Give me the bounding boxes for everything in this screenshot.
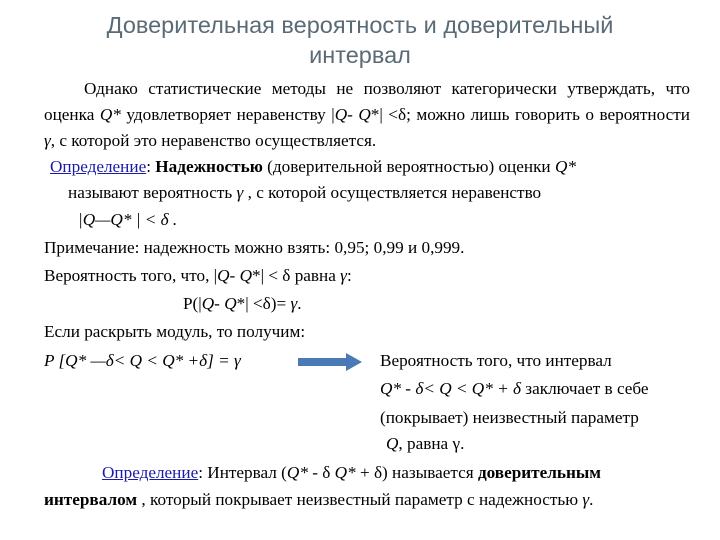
right-text-line-1: Вероятность того, что интервал bbox=[380, 351, 612, 370]
right-arrow-icon bbox=[296, 351, 366, 373]
term-interval: интервалом bbox=[44, 490, 138, 509]
formula-text: *| <δ)= bbox=[236, 294, 291, 313]
var-q: Q bbox=[334, 105, 348, 124]
definition-1-line-2 bbox=[68, 180, 541, 206]
formula-text: P(| bbox=[183, 294, 202, 313]
modulus-line: Если раскрыть модуль, то получим: bbox=[44, 322, 306, 341]
var-q: Q* bbox=[334, 463, 356, 482]
interval-expression: Q* - δ< Q < Q* + δ bbox=[380, 379, 521, 398]
title-line-1: Доверительная вероятность и доверительный bbox=[106, 12, 614, 38]
var-q: Q bbox=[386, 434, 399, 453]
intro-text-1: Однако статистические методы не позволяют категорически утверждать, что оценка bbox=[44, 79, 690, 124]
definition-text: - δ bbox=[307, 463, 335, 482]
probability-line bbox=[44, 263, 352, 289]
var-gamma: γ bbox=[290, 294, 298, 313]
var-gamma: γ bbox=[44, 131, 51, 150]
definition-2-line-1 bbox=[102, 460, 601, 486]
var-q: Q bbox=[239, 266, 252, 285]
var-q: Q* bbox=[99, 105, 121, 124]
definition-text: + δ) называется bbox=[355, 463, 478, 482]
definition-1-line-1 bbox=[50, 154, 576, 180]
prob-text: Вероятность того, что, | bbox=[44, 266, 218, 285]
definition-text: . bbox=[589, 490, 594, 509]
intro-paragraph bbox=[44, 76, 690, 154]
right-text-line-2 bbox=[380, 376, 649, 402]
prob-text: : bbox=[346, 266, 352, 285]
var-q: Q bbox=[217, 266, 230, 285]
definition-text: , с которой осуществляется неравенство bbox=[243, 183, 542, 202]
var-gamma: γ bbox=[236, 183, 244, 202]
definition-1-inequality: |Q—Q* | < δ . bbox=[78, 210, 178, 229]
var-q: Q bbox=[224, 294, 237, 313]
definition-text: называют вероятность bbox=[68, 183, 237, 202]
title-line-2: интервал bbox=[309, 42, 411, 68]
definition-text: : Интервал ( bbox=[198, 463, 287, 482]
prob-text: *| < δ равна bbox=[251, 266, 341, 285]
formula-text: - bbox=[214, 294, 225, 313]
interval-probability-formula: P [Q* —δ< Q < Q* +δ] = γ bbox=[44, 351, 241, 370]
definition-2-line-2 bbox=[44, 487, 593, 513]
var-q: Q* bbox=[286, 463, 308, 482]
definition-link[interactable]: Определение bbox=[50, 157, 147, 176]
intro-text-3: - bbox=[347, 105, 359, 124]
term-reliability: Надежностью bbox=[155, 157, 263, 176]
definition-text: , который покрывает неизвестный параметр с надежностью bbox=[137, 490, 583, 509]
intro-text-4: *| <δ; можно лишь говорить о вероятности bbox=[370, 105, 690, 124]
slide-title bbox=[40, 10, 680, 70]
var-gamma: γ bbox=[340, 266, 347, 285]
formula-text: . bbox=[297, 294, 302, 313]
right-text: , равна γ. bbox=[398, 434, 465, 453]
right-text-line-3: (покрывает) неизвестный параметр bbox=[380, 408, 639, 427]
probability-formula bbox=[183, 291, 302, 317]
var-q: Q bbox=[358, 105, 371, 124]
term-confidence: доверительным bbox=[477, 463, 602, 482]
intro-text-2: удовлетворяет неравенству | bbox=[120, 105, 335, 124]
prob-text: - bbox=[229, 266, 240, 285]
var-q: Q bbox=[201, 294, 215, 313]
definition-text: (доверительной вероятностью) оценки bbox=[262, 157, 555, 176]
var-q: Q* bbox=[554, 157, 576, 176]
right-text: заключает в себе bbox=[521, 379, 649, 398]
var-gamma: γ bbox=[582, 490, 590, 509]
intro-text-5: , с которой это неравенство осуществляется. bbox=[50, 131, 377, 150]
colon: : bbox=[146, 157, 156, 176]
note-line: Примечание: надежность можно взять: 0,95; 0,99 и 0,999. bbox=[44, 238, 465, 257]
definition-link[interactable]: Определение bbox=[102, 463, 199, 482]
right-text-line-4 bbox=[386, 431, 464, 457]
